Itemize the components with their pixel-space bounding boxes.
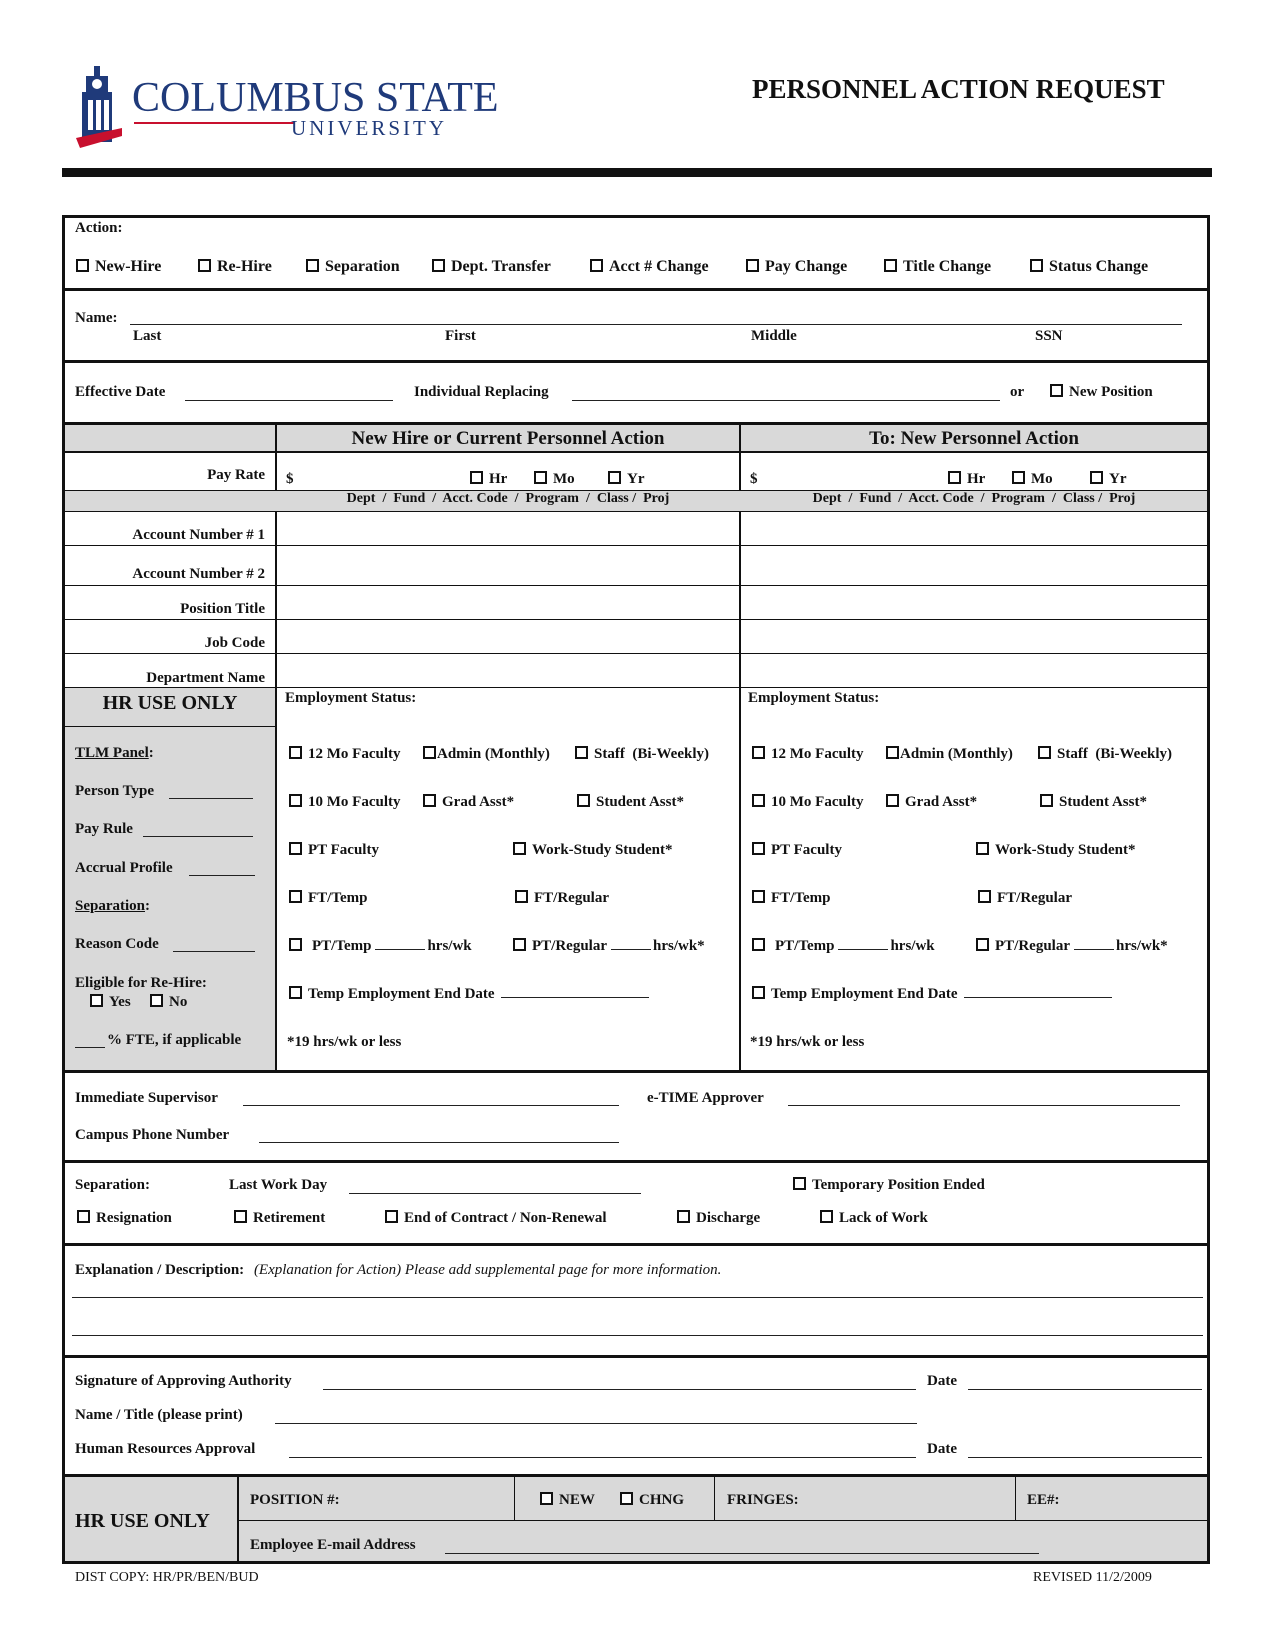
name-first: First xyxy=(445,328,476,344)
new-position-checkbox[interactable]: New Position xyxy=(1050,384,1153,401)
rehire-no-checkbox[interactable]: No xyxy=(150,994,187,1011)
eligible-rehire-label: Eligible for Re-Hire: xyxy=(75,975,207,991)
last-work-day-label: Last Work Day xyxy=(229,1177,328,1193)
etime-approver-field[interactable] xyxy=(788,1105,1180,1106)
footer-chng-checkbox[interactable]: CHNG xyxy=(620,1492,684,1509)
retirement-checkbox[interactable]: Retirement xyxy=(234,1210,325,1227)
ee-number-label: EE#: xyxy=(1027,1492,1060,1508)
campus-phone-label: Campus Phone Number xyxy=(75,1127,230,1143)
new-emp-pt-regular[interactable]: PT/Regular hrs/wk* xyxy=(976,938,1168,955)
employment-status-current: Employment Status: 12 Mo Faculty Admin (Monthly) Staff (Bi-Weekly) 10 Mo Faculty Grad Asst* Student Asst* PT Faculty Work-Study Student* FT/Temp FT/Regular PT/Temp hrs/wk PT/Regular hrs/wk* Temp Employment End Date *19 hrs/wk or less xyxy=(285,690,709,1050)
hr-approval-field[interactable] xyxy=(289,1457,916,1458)
hr-approval-date-field[interactable] xyxy=(968,1457,1202,1458)
emp-12mo-faculty[interactable]: 12 Mo Faculty xyxy=(289,746,400,763)
employee-email-field[interactable] xyxy=(445,1553,1039,1554)
footer-new-checkbox[interactable]: NEW xyxy=(540,1492,595,1509)
column-current-header: New Hire or Current Personnel Action xyxy=(351,428,665,449)
or-label: or xyxy=(1010,384,1025,400)
action-label: Action: xyxy=(75,220,123,236)
approving-signature-label: Signature of Approving Authority xyxy=(75,1373,292,1389)
name-last: Last xyxy=(133,328,162,344)
name-title-field[interactable] xyxy=(275,1423,917,1424)
new-emp-work-study[interactable]: Work-Study Student* xyxy=(976,842,1135,859)
individual-replacing-field[interactable] xyxy=(572,400,1000,401)
emp-student-asst[interactable]: Student Asst* xyxy=(577,794,684,811)
code-header-current: Dept / Fund / Acct. Code / Program / Class / Proj xyxy=(346,491,670,506)
fringes-label: FRINGES: xyxy=(727,1492,799,1508)
job-code-label: Job Code xyxy=(204,635,265,651)
end-of-contract-checkbox[interactable]: End of Contract / Non-Renewal xyxy=(385,1210,607,1227)
emp-grad-asst[interactable]: Grad Asst* xyxy=(423,794,514,811)
temp-position-ended-checkbox[interactable]: Temporary Position Ended xyxy=(793,1177,985,1194)
last-work-day-field[interactable] xyxy=(349,1193,641,1194)
university-tower-icon xyxy=(76,66,136,154)
emp-ft-regular[interactable]: FT/Regular xyxy=(515,890,609,907)
new-emp-student-asst[interactable]: Student Asst* xyxy=(1040,794,1147,811)
new-emp-10mo-faculty[interactable]: 10 Mo Faculty xyxy=(752,794,863,811)
individual-replacing-label: Individual Replacing xyxy=(414,384,549,400)
effective-date-label: Effective Date xyxy=(75,384,166,400)
dist-copy: DIST COPY: HR/PR/BEN/BUD xyxy=(75,1570,259,1585)
resignation-checkbox[interactable]: Resignation xyxy=(77,1210,172,1227)
new-hire-checkbox[interactable]: New-Hire xyxy=(76,258,161,276)
immediate-supervisor-label: Immediate Supervisor xyxy=(75,1090,218,1106)
logo-main: COLUMBUS STATE xyxy=(132,75,499,121)
code-header-new: Dept / Fund / Acct. Code / Program / Class / Proj xyxy=(812,491,1136,506)
new-pay-mo-checkbox[interactable]: Mo xyxy=(1012,471,1053,488)
approving-date-label: Date xyxy=(927,1373,957,1389)
emp-temp-end-date[interactable]: Temp Employment End Date xyxy=(289,986,649,1003)
page-title: PERSONNEL ACTION REQUEST xyxy=(752,74,1165,104)
column-new-header: To: New Personnel Action xyxy=(869,428,1079,449)
new-emp-pt-faculty[interactable]: PT Faculty xyxy=(752,842,842,859)
name-label: Name: xyxy=(75,310,118,326)
explanation-hint: (Explanation for Action) Please add supplemental page for more information. xyxy=(253,1262,722,1278)
re-hire-checkbox[interactable]: Re-Hire xyxy=(198,258,272,276)
account-number-2-label: Account Number # 2 xyxy=(132,566,265,582)
name-title-label: Name / Title (please print) xyxy=(75,1407,243,1423)
separation-hr-label: Separation: xyxy=(75,898,151,914)
dept-transfer-checkbox[interactable]: Dept. Transfer xyxy=(432,258,551,276)
new-pay-yr-checkbox[interactable]: Yr xyxy=(1090,471,1127,488)
pay-rate-current: $ Hr Mo Yr xyxy=(286,471,645,487)
name-middle: Middle xyxy=(751,328,797,344)
title-change-checkbox[interactable]: Title Change xyxy=(884,258,991,276)
hr-footer-title: HR USE ONLY xyxy=(75,1510,210,1532)
name-ssn: SSN xyxy=(1035,328,1063,344)
pay-rate-label: Pay Rate xyxy=(207,467,265,483)
discharge-checkbox[interactable]: Discharge xyxy=(677,1210,760,1227)
emp-pt-temp[interactable]: PT/Temp hrs/wk xyxy=(289,938,472,955)
status-change-checkbox[interactable]: Status Change xyxy=(1030,258,1148,276)
new-emp-pt-temp[interactable]: PT/Temp hrs/wk xyxy=(752,938,935,955)
new-pay-hr-checkbox[interactable]: Hr xyxy=(948,471,985,488)
etime-approver-label: e-TIME Approver xyxy=(647,1090,764,1106)
person-type-label: Person Type xyxy=(75,783,155,799)
explanation-label: Explanation / Description: xyxy=(75,1262,245,1278)
emp-10mo-faculty[interactable]: 10 Mo Faculty xyxy=(289,794,400,811)
pay-rate-new: $ Hr Mo Yr xyxy=(750,471,1127,487)
effective-date-field[interactable] xyxy=(185,400,393,401)
emp-admin-monthly[interactable]: Admin (Monthly) xyxy=(423,746,550,763)
pay-rule-label: Pay Rule xyxy=(75,821,133,837)
fte-label: % FTE, if applicable xyxy=(107,1032,242,1048)
new-emp-staff-biweekly[interactable]: Staff (Bi-Weekly) xyxy=(1038,746,1172,763)
logo-sub: UNIVERSITY xyxy=(291,116,447,140)
new-emp-ft-temp[interactable]: FT/Temp xyxy=(752,890,830,907)
revised-date: REVISED 11/2/2009 xyxy=(1033,1570,1152,1585)
emp-pt-regular[interactable]: PT/Regular hrs/wk* xyxy=(513,938,705,955)
explanation xyxy=(75,1262,721,1279)
new-emp-12mo-faculty[interactable]: 12 Mo Faculty xyxy=(752,746,863,763)
department-name-label: Department Name xyxy=(146,670,265,686)
logo xyxy=(76,66,499,156)
emp-pt-faculty[interactable]: PT Faculty xyxy=(289,842,379,859)
separation-checkbox[interactable]: Separation xyxy=(306,258,400,276)
employee-email-label: Employee E-mail Address xyxy=(250,1537,416,1553)
hr-approval-label: Human Resources Approval xyxy=(75,1441,256,1457)
emp-work-study[interactable]: Work-Study Student* xyxy=(513,842,672,859)
reason-code-label: Reason Code xyxy=(75,936,159,952)
accrual-profile-label: Accrual Profile xyxy=(75,860,173,876)
explanation-line-2[interactable] xyxy=(72,1335,1203,1336)
new-emp-temp-end-date[interactable]: Temp Employment End Date xyxy=(752,986,1112,1003)
emp-ft-temp[interactable]: FT/Temp xyxy=(289,890,367,907)
position-title-label: Position Title xyxy=(180,601,265,617)
tlm-panel-label: TLM Panel: xyxy=(75,745,154,761)
campus-phone-field[interactable] xyxy=(259,1142,619,1143)
account-number-1-label: Account Number # 1 xyxy=(132,527,265,543)
immediate-supervisor-field[interactable] xyxy=(243,1105,619,1106)
name-field[interactable] xyxy=(130,324,1182,325)
new-emp-ft-regular[interactable]: FT/Regular xyxy=(978,890,1072,907)
new-emp-grad-asst[interactable]: Grad Asst* xyxy=(886,794,977,811)
hr-approval-date-label: Date xyxy=(927,1441,957,1457)
pay-yr-checkbox[interactable]: Yr xyxy=(608,471,645,488)
pay-hr-checkbox[interactable]: Hr xyxy=(470,471,507,488)
hr-use-only-panel-title: HR USE ONLY xyxy=(102,692,238,714)
employment-status-new: Employment Status: 12 Mo Faculty Admin (Monthly) Staff (Bi-Weekly) 10 Mo Faculty Grad Asst* Student Asst* PT Faculty Work-Study Student* FT/Temp FT/Regular PT/Temp hrs/wk PT/Regular hrs/wk* Temp Employment End Date *19 hrs/wk or less xyxy=(748,690,1172,1050)
approving-signature-field[interactable] xyxy=(323,1389,916,1390)
approving-date-field[interactable] xyxy=(968,1389,1202,1390)
pay-mo-checkbox[interactable]: Mo xyxy=(534,471,575,488)
emp-staff-biweekly[interactable]: Staff (Bi-Weekly) xyxy=(575,746,709,763)
lack-of-work-checkbox[interactable]: Lack of Work xyxy=(820,1210,928,1227)
position-number-label: POSITION #: xyxy=(250,1492,340,1508)
new-emp-admin-monthly[interactable]: Admin (Monthly) xyxy=(886,746,1013,763)
explanation-line-1[interactable] xyxy=(72,1297,1203,1298)
pay-change-checkbox[interactable]: Pay Change xyxy=(746,258,847,276)
rehire-yes-checkbox[interactable]: Yes xyxy=(90,994,131,1011)
separation-label: Separation: xyxy=(75,1177,150,1193)
acct-change-checkbox[interactable]: Acct # Change xyxy=(590,258,709,276)
